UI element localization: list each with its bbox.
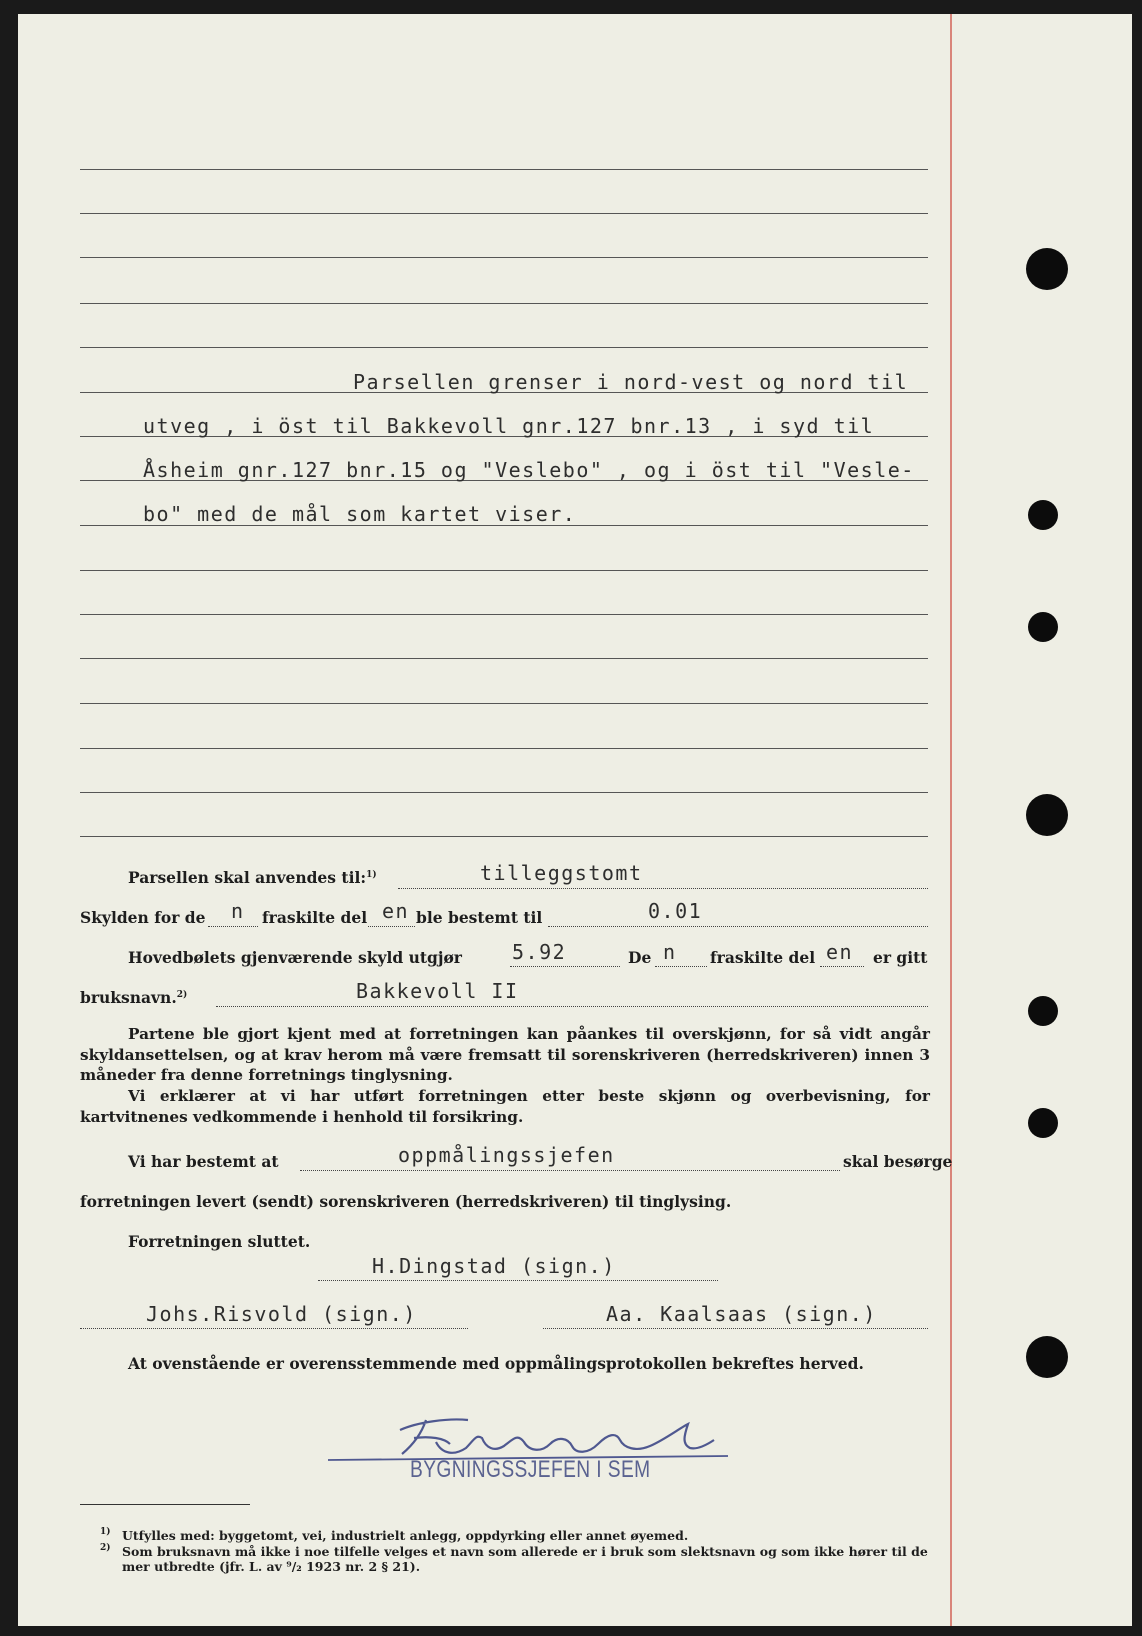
signature-1: H.Dingstad (sign.) xyxy=(372,1254,616,1278)
fraskilte-fill: en xyxy=(826,940,854,964)
footnote-1 xyxy=(100,1527,930,1543)
ruled-line xyxy=(80,836,928,837)
margin-line xyxy=(950,14,952,1626)
remaining-dots xyxy=(510,966,620,967)
tax-fill-b: en xyxy=(382,899,410,923)
delivered-label: forretningen levert (sendt) sorenskriveren (herredskriveren) til tinglysing. xyxy=(80,1192,732,1211)
de-fill: n xyxy=(663,940,677,964)
punch-hole xyxy=(1028,996,1058,1026)
use-value: tilleggstomt xyxy=(480,861,643,885)
bruksnavn-label-text: bruksnavn. xyxy=(80,988,177,1007)
tax-fill-a-dots xyxy=(208,926,258,927)
ruled-line xyxy=(80,748,928,749)
remaining-label: Hovedbølets gjenværende skyld utgjør xyxy=(128,948,462,967)
determined-dots xyxy=(300,1170,840,1171)
ruled-line xyxy=(80,213,928,214)
tax-label-a: Skylden for de xyxy=(80,908,206,927)
tax-fill-b-dots xyxy=(368,926,415,927)
description-line: Åsheim gnr.127 bnr.15 og "Veslebo" , og i öst til "Vesle- xyxy=(143,458,915,482)
bruksnavn-label xyxy=(80,988,187,1007)
document-page xyxy=(18,14,1132,1626)
use-dotline xyxy=(398,888,928,889)
punch-hole xyxy=(1026,794,1068,836)
fraskilte-dots xyxy=(820,966,864,967)
ruled-line xyxy=(80,658,928,659)
punch-hole xyxy=(1026,1336,1068,1378)
determined-label: Vi har bestemt at xyxy=(128,1152,279,1171)
closed-label: Forretningen sluttet. xyxy=(128,1232,311,1251)
ruled-line xyxy=(80,792,928,793)
footnote-ref: 2) xyxy=(176,989,188,1000)
tax-fill-a: n xyxy=(231,899,245,923)
sig3-dots xyxy=(543,1328,928,1329)
ruled-line xyxy=(80,347,928,348)
footnote-ref: 1) xyxy=(366,869,377,880)
ruled-line xyxy=(80,257,928,258)
footnote-mark: 1) xyxy=(100,1527,111,1537)
de-dots xyxy=(655,966,707,967)
use-label-text: Parsellen skal anvendes til: xyxy=(128,868,367,887)
stamp: BYGNINGSSJEFEN I SEM xyxy=(410,1456,651,1483)
appeal-paragraph: Partene ble gjort kjent med at forretningen kan påankes til overskjønn, for så vidt angår skyldansettelsen, og at krav herom må være fremsatt til sorenskriveren (herredskriveren) innen 3 måneder fra denne forretnings tinglysning. xyxy=(80,1025,930,1084)
ruled-line xyxy=(80,614,928,615)
bruksnavn-dots xyxy=(216,1006,928,1007)
ruled-line xyxy=(80,169,928,170)
ensure-label: skal besørge xyxy=(843,1152,953,1171)
footnote-2 xyxy=(100,1543,930,1574)
sig1-dots xyxy=(318,1280,718,1281)
description-line: bo" med de mål som kartet viser. xyxy=(143,502,577,526)
fraskilte-label: fraskilte del xyxy=(710,948,816,967)
footnote-text: Som bruksnavn må ikke i noe tilfelle velges et navn som allerede er i bruk som slektsnavn og som ikke hører til de mer utbredte (jfr. L. av ⁹/₂ 1923 nr. 2 § 21). xyxy=(122,1544,928,1574)
use-label xyxy=(128,868,377,887)
punch-hole xyxy=(1028,1108,1058,1138)
footnote-mark: 2) xyxy=(100,1543,111,1553)
footnote-text: Utfylles med: byggetomt, vei, industrielt anlegg, oppdyrking eller annet øyemed. xyxy=(122,1528,689,1543)
tax-value: 0.01 xyxy=(648,899,703,923)
certification: At ovenstående er overensstemmende med oppmålingsprotokollen bekreftes herved. xyxy=(128,1354,864,1373)
determined-value: oppmålingssjefen xyxy=(398,1143,615,1167)
ruled-line xyxy=(80,303,928,304)
tax-value-dots xyxy=(548,926,928,927)
gitt-label: er gitt xyxy=(873,948,928,967)
bruksnavn-value: Bakkevoll II xyxy=(356,979,519,1003)
de-label: De xyxy=(628,948,652,967)
description-line: Parsellen grenser i nord-vest og nord til xyxy=(353,370,909,394)
punch-hole xyxy=(1028,612,1058,642)
ruled-line xyxy=(80,703,928,704)
ruled-line xyxy=(80,570,928,571)
signature-2: Johs.Risvold (sign.) xyxy=(146,1302,417,1326)
remaining-value: 5.92 xyxy=(512,940,567,964)
punch-hole xyxy=(1026,248,1068,290)
punch-hole xyxy=(1028,500,1058,530)
sig2-dots xyxy=(80,1328,468,1329)
footnote-rule xyxy=(80,1504,250,1505)
signature-3: Aa. Kaalsaas (sign.) xyxy=(606,1302,877,1326)
description-line: utveg , i öst til Bakkevoll gnr.127 bnr.13 , i syd til xyxy=(143,414,875,438)
tax-label-b: fraskilte del xyxy=(262,908,368,927)
tax-label-c: ble bestemt til xyxy=(416,908,543,927)
declare-paragraph: Vi erklærer at vi har utført forretningen etter beste skjønn og overbevisning, for kartvitnenes vedkommende i henhold til forsikring. xyxy=(80,1087,930,1126)
